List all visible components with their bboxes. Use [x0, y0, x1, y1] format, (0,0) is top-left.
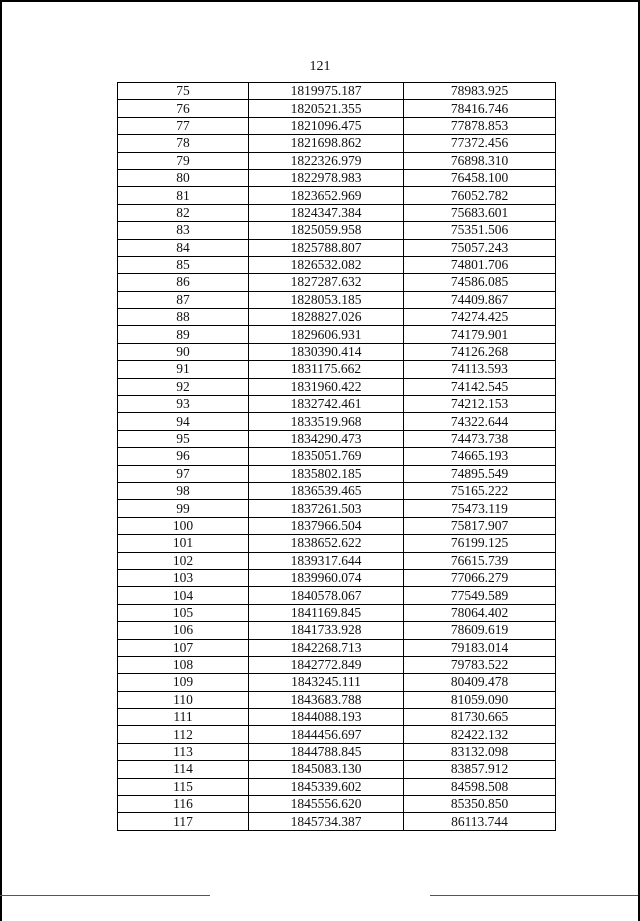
point-number-cell: 101	[118, 535, 249, 552]
y-coordinate-cell: 74665.193	[404, 448, 556, 465]
x-coordinate-cell: 1824347.384	[249, 204, 404, 221]
y-coordinate-cell: 76052.782	[404, 187, 556, 204]
x-coordinate-cell: 1845339.602	[249, 778, 404, 795]
x-coordinate-cell: 1821096.475	[249, 117, 404, 134]
y-coordinate-cell: 83132.098	[404, 743, 556, 760]
x-coordinate-cell: 1826532.082	[249, 256, 404, 273]
y-coordinate-cell: 74274.425	[404, 309, 556, 326]
point-number-cell: 94	[118, 413, 249, 430]
page-border-left	[0, 0, 2, 921]
point-number-cell: 92	[118, 378, 249, 395]
table-row	[118, 187, 556, 204]
table-row	[118, 674, 556, 691]
point-number-cell: 88	[118, 309, 249, 326]
x-coordinate-cell: 1845556.620	[249, 796, 404, 813]
x-coordinate-cell: 1841733.928	[249, 622, 404, 639]
point-number-cell: 114	[118, 761, 249, 778]
y-coordinate-cell: 79183.014	[404, 639, 556, 656]
y-coordinate-cell: 77372.456	[404, 135, 556, 152]
table-row	[118, 587, 556, 604]
x-coordinate-cell: 1828053.185	[249, 291, 404, 308]
x-coordinate-cell: 1842268.713	[249, 639, 404, 656]
table-row	[118, 343, 556, 360]
x-coordinate-cell: 1843683.788	[249, 691, 404, 708]
y-coordinate-cell: 75473.119	[404, 500, 556, 517]
table-row	[118, 239, 556, 256]
table-row	[118, 117, 556, 134]
table-row	[118, 204, 556, 221]
y-coordinate-cell: 79783.522	[404, 656, 556, 673]
y-coordinate-cell: 76898.310	[404, 152, 556, 169]
y-coordinate-cell: 85350.850	[404, 796, 556, 813]
table-body	[118, 83, 556, 831]
table-row	[118, 691, 556, 708]
x-coordinate-cell: 1829606.931	[249, 326, 404, 343]
table-row	[118, 274, 556, 291]
point-number-cell: 89	[118, 326, 249, 343]
y-coordinate-cell: 78416.746	[404, 100, 556, 117]
table-row	[118, 482, 556, 499]
point-number-cell: 79	[118, 152, 249, 169]
point-number-cell: 77	[118, 117, 249, 134]
point-number-cell: 110	[118, 691, 249, 708]
table-row	[118, 761, 556, 778]
x-coordinate-cell: 1835051.769	[249, 448, 404, 465]
table-row	[118, 326, 556, 343]
y-coordinate-cell: 76199.125	[404, 535, 556, 552]
y-coordinate-cell: 74409.867	[404, 291, 556, 308]
x-coordinate-cell: 1844088.193	[249, 709, 404, 726]
point-number-cell: 80	[118, 169, 249, 186]
point-number-cell: 96	[118, 448, 249, 465]
point-number-cell: 91	[118, 361, 249, 378]
table-row	[118, 743, 556, 760]
point-number-cell: 85	[118, 256, 249, 273]
x-coordinate-cell: 1821698.862	[249, 135, 404, 152]
y-coordinate-cell: 77878.853	[404, 117, 556, 134]
x-coordinate-cell: 1831175.662	[249, 361, 404, 378]
table-row	[118, 552, 556, 569]
table-row	[118, 535, 556, 552]
bottom-divider-left	[0, 895, 210, 896]
y-coordinate-cell: 78064.402	[404, 604, 556, 621]
point-number-cell: 103	[118, 569, 249, 586]
table-row	[118, 430, 556, 447]
y-coordinate-cell: 74113.593	[404, 361, 556, 378]
x-coordinate-cell: 1828827.026	[249, 309, 404, 326]
point-number-cell: 115	[118, 778, 249, 795]
x-coordinate-cell: 1831960.422	[249, 378, 404, 395]
table-row	[118, 413, 556, 430]
y-coordinate-cell: 74126.268	[404, 343, 556, 360]
table-row	[118, 152, 556, 169]
point-number-cell: 109	[118, 674, 249, 691]
y-coordinate-cell: 75351.506	[404, 222, 556, 239]
table-row	[118, 796, 556, 813]
point-number-cell: 100	[118, 517, 249, 534]
y-coordinate-cell: 75165.222	[404, 482, 556, 499]
x-coordinate-cell: 1822326.979	[249, 152, 404, 169]
table-row	[118, 396, 556, 413]
x-coordinate-cell: 1839317.644	[249, 552, 404, 569]
y-coordinate-cell: 74179.901	[404, 326, 556, 343]
x-coordinate-cell: 1820521.355	[249, 100, 404, 117]
y-coordinate-cell: 77066.279	[404, 569, 556, 586]
point-number-cell: 81	[118, 187, 249, 204]
table-row	[118, 622, 556, 639]
table-row	[118, 135, 556, 152]
y-coordinate-cell: 86113.744	[404, 813, 556, 830]
table-row	[118, 378, 556, 395]
x-coordinate-cell: 1841169.845	[249, 604, 404, 621]
point-number-cell: 83	[118, 222, 249, 239]
x-coordinate-cell: 1837261.503	[249, 500, 404, 517]
x-coordinate-cell: 1836539.465	[249, 482, 404, 499]
point-number-cell: 111	[118, 709, 249, 726]
y-coordinate-cell: 74895.549	[404, 465, 556, 482]
y-coordinate-cell: 76615.739	[404, 552, 556, 569]
y-coordinate-cell: 75817.907	[404, 517, 556, 534]
table-row	[118, 813, 556, 830]
point-number-cell: 108	[118, 656, 249, 673]
table-row	[118, 222, 556, 239]
y-coordinate-cell: 74586.085	[404, 274, 556, 291]
table-row	[118, 309, 556, 326]
x-coordinate-cell: 1827287.632	[249, 274, 404, 291]
y-coordinate-cell: 81059.090	[404, 691, 556, 708]
y-coordinate-cell: 81730.665	[404, 709, 556, 726]
x-coordinate-cell: 1844456.697	[249, 726, 404, 743]
x-coordinate-cell: 1844788.845	[249, 743, 404, 760]
x-coordinate-cell: 1822978.983	[249, 169, 404, 186]
x-coordinate-cell: 1825788.807	[249, 239, 404, 256]
y-coordinate-cell: 78983.925	[404, 83, 556, 100]
y-coordinate-cell: 82422.132	[404, 726, 556, 743]
y-coordinate-cell: 80409.478	[404, 674, 556, 691]
x-coordinate-cell: 1833519.968	[249, 413, 404, 430]
point-number-cell: 97	[118, 465, 249, 482]
table-row	[118, 709, 556, 726]
point-number-cell: 99	[118, 500, 249, 517]
x-coordinate-cell: 1832742.461	[249, 396, 404, 413]
table-row	[118, 656, 556, 673]
x-coordinate-cell: 1834290.473	[249, 430, 404, 447]
table-row	[118, 639, 556, 656]
table-row	[118, 83, 556, 100]
point-number-cell: 78	[118, 135, 249, 152]
point-number-cell: 117	[118, 813, 249, 830]
x-coordinate-cell: 1843245.111	[249, 674, 404, 691]
point-number-cell: 82	[118, 204, 249, 221]
x-coordinate-cell: 1845734.387	[249, 813, 404, 830]
point-number-cell: 98	[118, 482, 249, 499]
point-number-cell: 86	[118, 274, 249, 291]
table-row	[118, 465, 556, 482]
x-coordinate-cell: 1819975.187	[249, 83, 404, 100]
table-row	[118, 500, 556, 517]
point-number-cell: 75	[118, 83, 249, 100]
x-coordinate-cell: 1839960.074	[249, 569, 404, 586]
y-coordinate-cell: 77549.589	[404, 587, 556, 604]
y-coordinate-cell: 76458.100	[404, 169, 556, 186]
y-coordinate-cell: 74212.153	[404, 396, 556, 413]
table-row	[118, 778, 556, 795]
x-coordinate-cell: 1838652.622	[249, 535, 404, 552]
bottom-divider-right	[430, 895, 638, 896]
table-row	[118, 169, 556, 186]
point-number-cell: 104	[118, 587, 249, 604]
y-coordinate-cell: 78609.619	[404, 622, 556, 639]
y-coordinate-cell: 74801.706	[404, 256, 556, 273]
page-border-top	[0, 0, 640, 2]
table-row	[118, 256, 556, 273]
point-number-cell: 95	[118, 430, 249, 447]
x-coordinate-cell: 1842772.849	[249, 656, 404, 673]
table-row	[118, 604, 556, 621]
point-number-cell: 112	[118, 726, 249, 743]
point-number-cell: 76	[118, 100, 249, 117]
table-row	[118, 517, 556, 534]
point-number-cell: 107	[118, 639, 249, 656]
table-row	[118, 569, 556, 586]
x-coordinate-cell: 1825059.958	[249, 222, 404, 239]
y-coordinate-cell: 75683.601	[404, 204, 556, 221]
point-number-cell: 106	[118, 622, 249, 639]
y-coordinate-cell: 84598.508	[404, 778, 556, 795]
point-number-cell: 87	[118, 291, 249, 308]
point-number-cell: 102	[118, 552, 249, 569]
point-number-cell: 116	[118, 796, 249, 813]
table-row	[118, 448, 556, 465]
x-coordinate-cell: 1837966.504	[249, 517, 404, 534]
x-coordinate-cell: 1823652.969	[249, 187, 404, 204]
table-row	[118, 291, 556, 308]
point-number-cell: 93	[118, 396, 249, 413]
y-coordinate-cell: 74142.545	[404, 378, 556, 395]
point-number-cell: 113	[118, 743, 249, 760]
coordinate-table	[117, 82, 556, 831]
x-coordinate-cell: 1845083.130	[249, 761, 404, 778]
point-number-cell: 90	[118, 343, 249, 360]
point-number-cell: 84	[118, 239, 249, 256]
table-row	[118, 726, 556, 743]
x-coordinate-cell: 1840578.067	[249, 587, 404, 604]
y-coordinate-cell: 83857.912	[404, 761, 556, 778]
x-coordinate-cell: 1830390.414	[249, 343, 404, 360]
table-row	[118, 361, 556, 378]
y-coordinate-cell: 74322.644	[404, 413, 556, 430]
table-row	[118, 100, 556, 117]
point-number-cell: 105	[118, 604, 249, 621]
x-coordinate-cell: 1835802.185	[249, 465, 404, 482]
y-coordinate-cell: 75057.243	[404, 239, 556, 256]
page-number: 121	[309, 59, 331, 74]
y-coordinate-cell: 74473.738	[404, 430, 556, 447]
